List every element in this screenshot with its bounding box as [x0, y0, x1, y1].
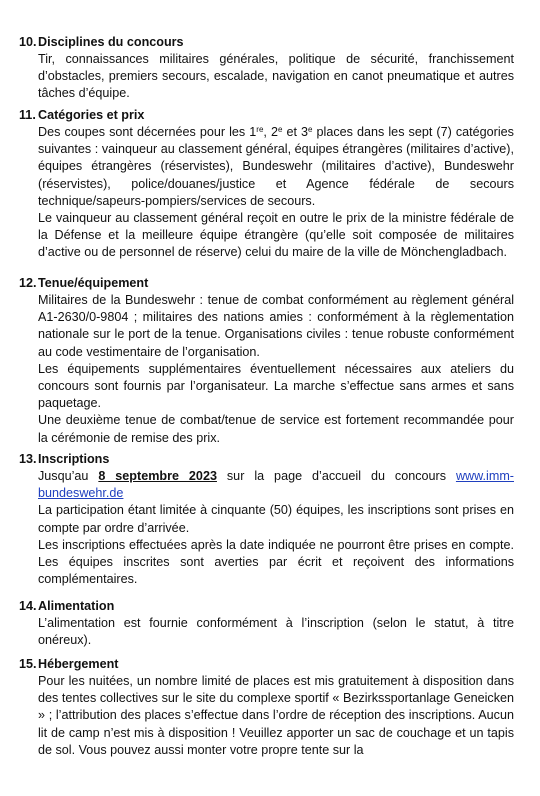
section-title: Alimentation [38, 599, 115, 613]
text-run: , 2 [263, 125, 278, 139]
section-title: Disciplines du concours [38, 35, 184, 49]
text-run: et 3 [282, 125, 309, 139]
section-number: 13. [19, 452, 37, 466]
ordinal-suffix: re [256, 125, 264, 134]
section-title: Catégories et prix [38, 108, 145, 122]
text-run: Des coupes sont décernées pour les 1 [38, 125, 257, 139]
section-number: 15. [19, 657, 37, 671]
section-body [38, 673, 514, 759]
section-body [38, 615, 514, 649]
section-number: 14. [19, 599, 37, 613]
paragraph: La participation étant limitée à cinquante (50) équipes, les inscriptions sont prises en compte par ordre d’arrivée. [38, 503, 514, 535]
ordinal-suffix: e [277, 125, 283, 134]
section-heading [19, 656, 118, 673]
paragraph: Une deuxième tenue de combat/tenue de service est fortement recommandée pour la cérémonie de remise des prix. [38, 413, 514, 445]
section-heading [19, 451, 109, 468]
section-title: Hébergement [38, 657, 119, 671]
paragraph: L’alimentation est fournie conformément à l’inscription (selon le statut, à titre onéreux). [38, 616, 514, 648]
paragraph: Pour les nuitées, un nombre limité de places est mis gratuitement à disposition dans des tentes collectives sur le site du complexe sportif « Bezirkssportanlage Geneicken » ; l’attribution des places s’effectue dans l’ordre de réception des inscriptions. Aucun lit de camp n’est mis à disposition ! Veuillez apporter un sac de couchage et un tapis de sol. Vous pouvez aussi monter votre propre tente sur la [38, 674, 514, 757]
paragraph [38, 124, 514, 210]
section-title: Tenue/équipement [38, 276, 149, 290]
section-heading [19, 107, 144, 124]
section-heading [19, 34, 184, 51]
section-number: 12. [19, 276, 37, 290]
section-title: Inscriptions [38, 452, 110, 466]
paragraph: Le vainqueur au classement général reçoit en outre le prix de la ministre fédérale de la Défense et la meilleure équipe étrangère (qu’elle soit composée de militaires d’active ou de personnel de réserve) celui du maire de la ville de Mönchengladbach. [38, 211, 514, 260]
paragraph: Militaires de la Bundeswehr : tenue de combat conformément au règlement général A1-2630/0-9804 ; militaires des nations amies : conformément à la règlementation nationale sur le port de la tenue. Organisations civiles : tenue robuste conformément au code vestimentaire de l’organisation. [38, 293, 514, 359]
section-body [38, 51, 514, 103]
section-body [38, 292, 514, 447]
paragraph: Les équipements supplémentaires éventuellement nécessaires aux ateliers du concours sont fournis par l’organisateur. La marche s’effectue sans armes et sans paquetage. [38, 361, 514, 411]
ordinal-suffix: e [308, 125, 313, 134]
deadline-date: 8 septembre 2023 [98, 469, 217, 483]
website-link[interactable]: www.imm-bundeswehr.de [38, 469, 514, 501]
paragraph: Les inscriptions effectuées après la date indiquée ne pourront être prises en compte. Les équipes inscrites sont averties par écrit et reçoivent des informations complémentaires. [38, 537, 514, 587]
text-run: Jusqu’au [38, 469, 99, 483]
section-heading [19, 598, 114, 615]
section-number: 10. [19, 35, 37, 49]
text-run: places dans les sept (7) catégories suivantes : vainqueur au classement général, équipes étrangères (militaires d’active), équipes étrangères (réservistes), Bundeswehr (militaires d’active), Bundeswehr (réservistes), police/douanes/justice et Agence fédérale de secours technique/sapeurs-pompiers/services de secours. [38, 125, 514, 208]
paragraph: Tir, connaissances militaires générales, politique de sécurité, franchissement d’obstacles, premiers secours, escalade, navigation en canot pneumatique et autres tâches d’équipe. [38, 52, 514, 101]
section-number: 11. [19, 108, 36, 122]
paragraph [38, 468, 514, 502]
section-body [38, 468, 514, 588]
section-heading [19, 275, 148, 292]
text-run: sur la page d’accueil du concours [216, 469, 456, 483]
section-body [38, 124, 514, 262]
